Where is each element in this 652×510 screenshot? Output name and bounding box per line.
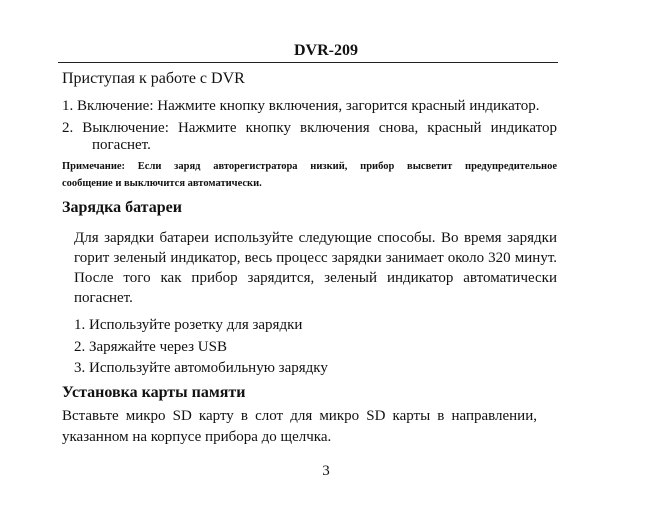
battery-heading: Зарядка батареи bbox=[62, 199, 182, 216]
note-line2: сообщение и выключится автоматически. bbox=[62, 178, 262, 189]
charge-method-item: 2. Заряжайте через USB bbox=[74, 339, 227, 355]
battery-paragraph-line2: горит зеленый индикатор, весь процесс зарядки занимает около 320 минут. bbox=[74, 250, 557, 266]
memory-card-paragraph-line1: Вставьте микро SD карту в слот для микро SD карты в направлении, bbox=[62, 408, 537, 424]
page-header-title: DVR-209 bbox=[294, 42, 358, 59]
charge-method-item: 1. Используйте розетку для зарядки bbox=[74, 317, 303, 333]
memory-card-heading: Установка карты памяти bbox=[62, 384, 246, 401]
power-off-item-line2: погаснет. bbox=[92, 137, 151, 153]
page-number: 3 bbox=[322, 463, 330, 479]
charge-method-item: 3. Используйте автомобильную зарядку bbox=[74, 360, 328, 376]
battery-paragraph-line4: погаснет. bbox=[74, 290, 133, 306]
power-on-item: 1. Включение: Нажмите кнопку включения, загорится красный индикатор. bbox=[62, 98, 540, 114]
note-line1: Примечание: Если заряд авторегистратора низкий, прибор высветит предупредительное bbox=[62, 161, 557, 172]
header-divider bbox=[58, 62, 558, 63]
battery-paragraph-line1: Для зарядки батареи используйте следующие способы. Во время зарядки bbox=[74, 230, 557, 246]
section-start-heading: Приступая к работе с DVR bbox=[62, 70, 245, 87]
battery-paragraph-line3: После того как прибор зарядится, зеленый индикатор автоматически bbox=[74, 270, 557, 286]
power-off-item-line1: 2. Выключение: Нажмите кнопку включения снова, красный индикатор bbox=[62, 120, 557, 136]
memory-card-paragraph-line2: указанном на корпусе прибора до щелчка. bbox=[62, 429, 332, 445]
